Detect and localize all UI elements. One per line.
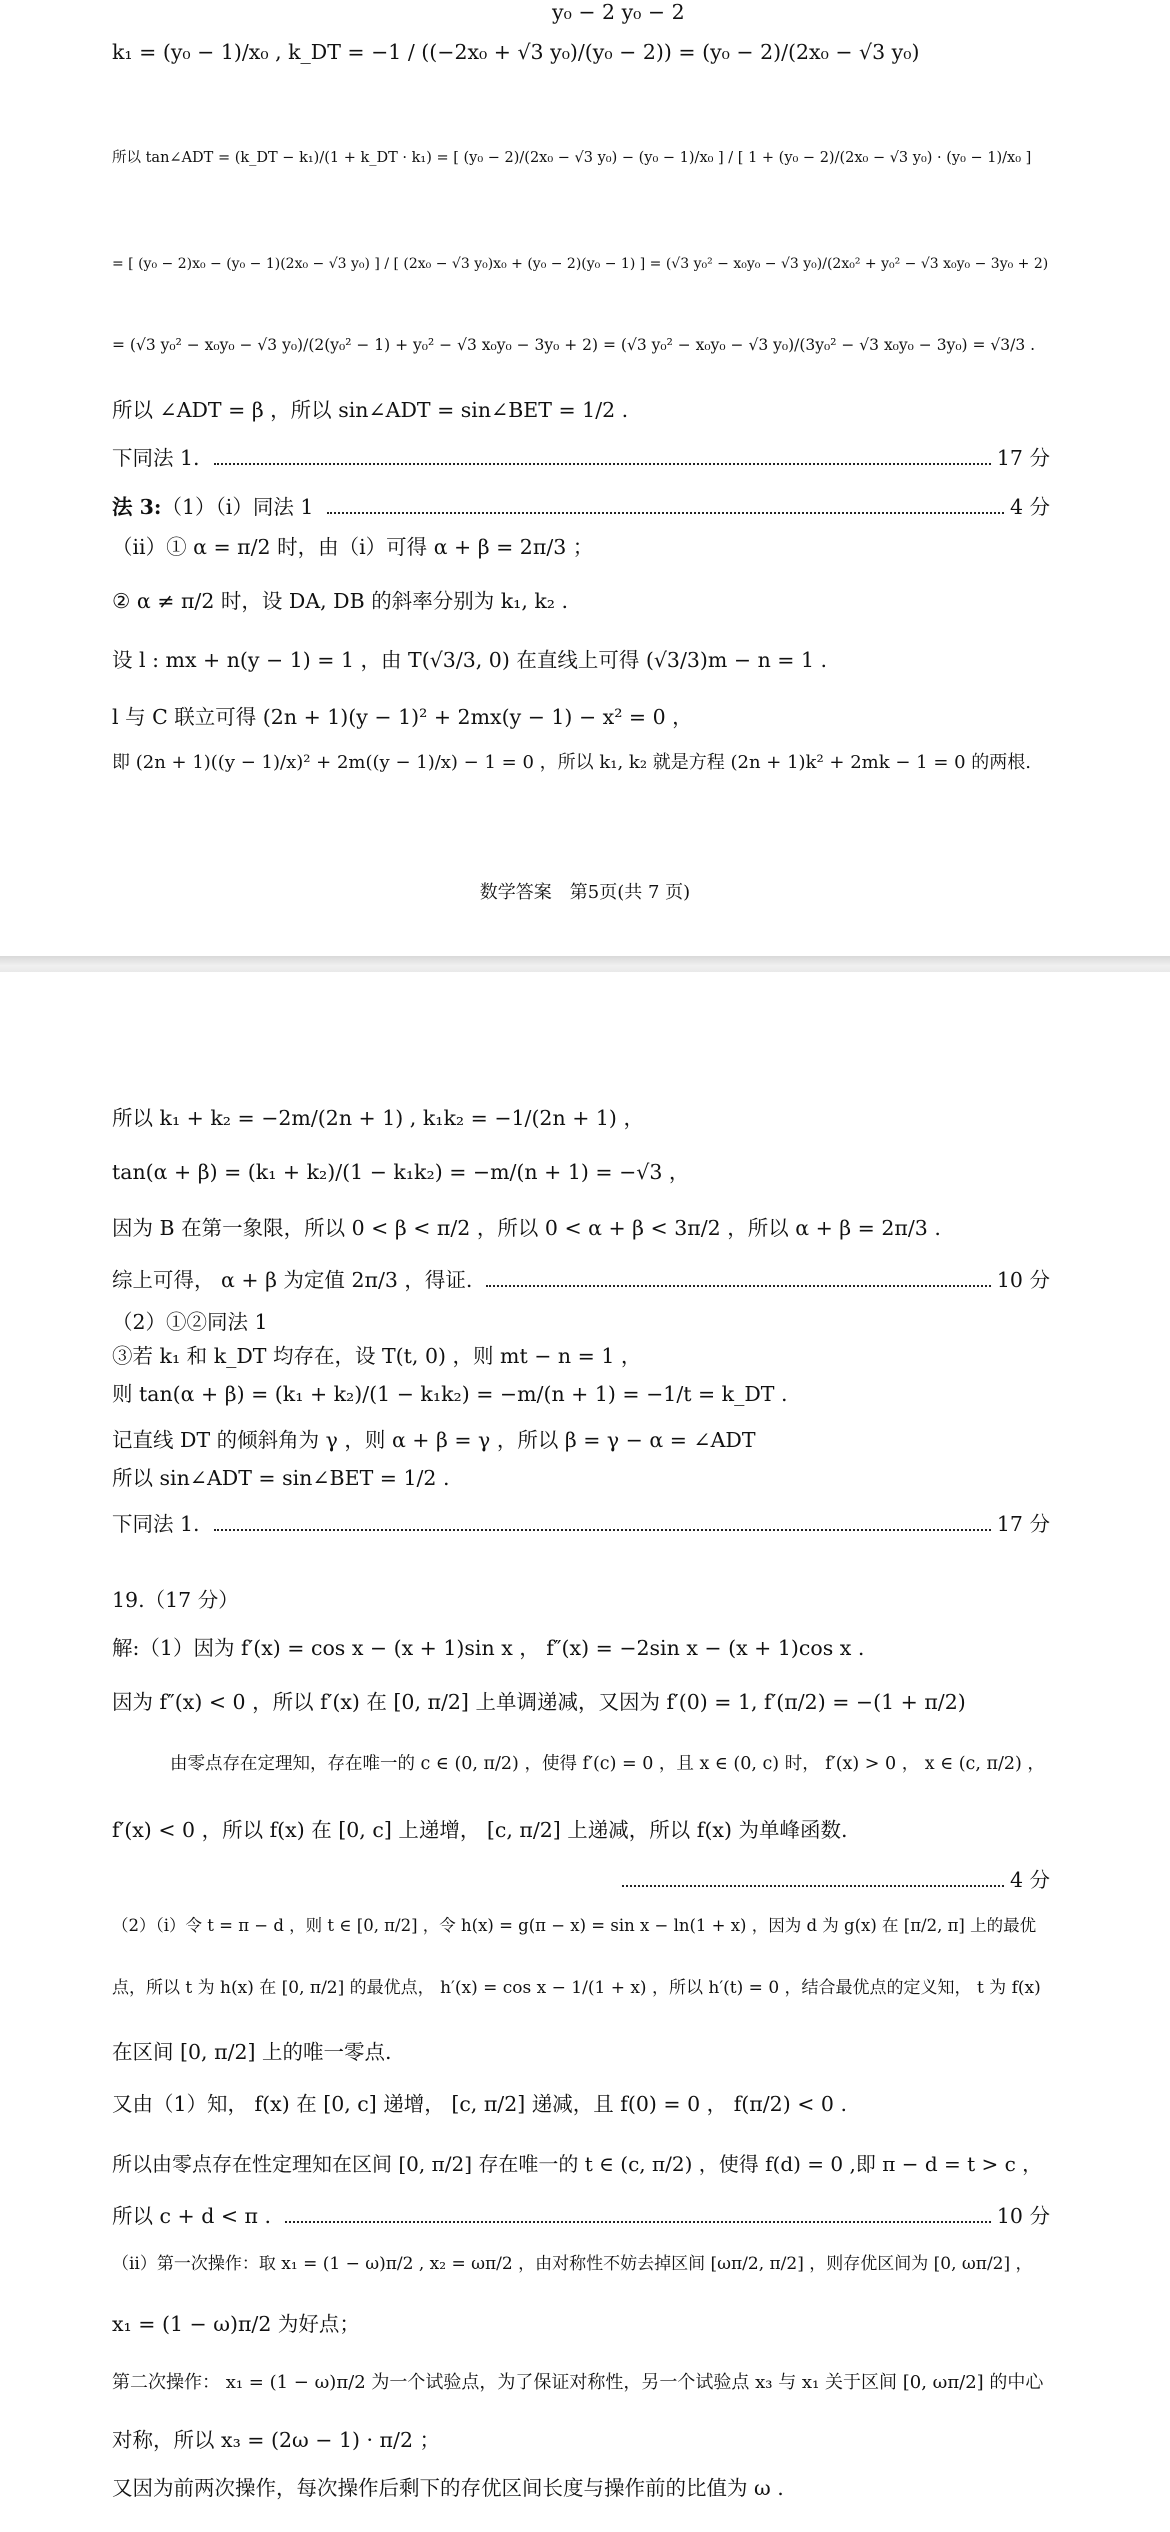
points-label: 4 分: [1009, 1868, 1050, 1892]
points-label: 10 分: [996, 1268, 1050, 1292]
zero-existence-line: 所以由零点存在性定理知在区间 [0, π/2] 存在唯一的 t ∈ (c, π/2) ，使得 f(d) = 0 ,即 π − d = t > c ，: [112, 2152, 1043, 2176]
zero-theorem-line: 由零点存在定理知，存在唯一的 c ∈ (0, π/2) ，使得 f′(c) = 0 ，且 x ∈ (0, c) 时， f′(x) > 0 ， x ∈ (c, π/2) ，: [170, 1754, 1045, 1774]
optimal-point-line: 点，所以 t 为 h(x) 在 [0, π/2] 的最优点， h′(x) = cos x − 1/(1 + x) ，所以 h′(t) = 0 ，结合最优点的定义知， t 为 f(x): [112, 1978, 1041, 1998]
tan-adt-line: 所以 tan∠ADT = (k_DT − k₁)/(1 + k_DT · k₁) = [ (y₀ − 2)/(2x₀ − √3 y₀) − (y₀ − 1)/x₀ ] / [ 1 + (y₀ − 2)/(2x₀ − √3 y₀) · (y₀ − 1)/x₀ ]: [112, 150, 1032, 166]
first-operation-line: （ii）第一次操作：取 x₁ = (1 − ω)π/2 , x₂ = ωπ/2 ，由对称性不妨去掉区间 [ωπ/2, π/2] ，则存优区间为 [0, ωπ/2] ，: [112, 2254, 1033, 2274]
case-3-line: ③若 k₁ 和 k_DT 均存在，设 T(t, 0) ，则 mt − n = 1 ，: [112, 1344, 642, 1368]
system-line: l 与 C 联立可得 (2n + 1)(y − 1)² + 2mx(y − 1) − x² = 0 ，: [112, 705, 693, 729]
score-line: [622, 1868, 1050, 1893]
conclusion-line: 综上可得， α + β 为定值 2π/3 ，得证. 10 分: [112, 1268, 1050, 1292]
quadrant-line: 因为 B 在第一象限，所以 0 < β < π/2 ，所以 0 < α + β < 3π/2 ，所以 α + β = 2π/3 .: [112, 1216, 941, 1240]
unique-zero-line: 在区间 [0, π/2] 上的唯一零点.: [112, 2040, 392, 2064]
question-19-heading: 19.（17 分）: [112, 1588, 239, 1612]
fragment-line: y₀ − 2 y₀ − 2: [552, 0, 685, 24]
page-5: [0, 0, 1170, 956]
monotonic-line: 因为 f″(x) < 0 ，所以 f′(x) 在 [0, π/2] 上单调递减，又因为 f′(0) = 1, f′(π/2) = −(1 + π/2): [112, 1690, 966, 1714]
part-2-line: （2）①②同法 1: [112, 1310, 268, 1334]
points-label: 17 分: [996, 1512, 1050, 1536]
part-2i-line: （2）（i）令 t = π − d ，则 t ∈ [0, π/2] ，令 h(x) = g(π − x) = sin x − ln(1 + x) ，因为 d 为 g(x) 在 [π/2, π] 上的最优: [112, 1916, 1037, 1935]
quadratic-line: 即 (2n + 1)((y − 1)/x)² + 2m((y − 1)/x) − 1 = 0 ，所以 k₁, k₂ 就是方程 (2n + 1)k² + 2mk − 1 = 0 的两根.: [112, 752, 1032, 773]
angle-conclusion-line: 所以 ∠ADT = β ，所以 sin∠ADT = sin∠BET = 1/2 .: [112, 398, 629, 422]
sin-line: 所以 sin∠ADT = sin∠BET = 1/2 .: [112, 1466, 450, 1490]
score-line: 下同法 1. 17 分: [112, 1512, 1050, 1536]
method-3-line: 法 3:（1）（i）同法 1 4 分: [112, 495, 1050, 519]
points-label: 4 分: [1009, 495, 1050, 519]
page-footer: 数学答案 第5页(共 7 页): [479, 882, 691, 903]
expansion-line-2: = (√3 y₀² − x₀y₀ − √3 y₀)/(2(y₀² − 1) + y₀² − √3 x₀y₀ − 3y₀ + 2) = (√3 y₀² − x₀y₀ − √3 y₀)/(3y₀² − √3 x₀y₀ − 3y₀) = √3/3 .: [112, 336, 1036, 354]
case-2-line: ② α ≠ π/2 时，设 DA, DB 的斜率分别为 k₁, k₂ .: [112, 589, 569, 613]
page-separator: [0, 956, 1170, 972]
ratio-line: 又因为前两次操作，每次操作后剩下的存优区间长度与操作前的比值为 ω .: [112, 2476, 784, 2500]
score-line: 所以 c + d < π . 10 分: [112, 2204, 1050, 2228]
second-operation-line: 第二次操作： x₁ = (1 − ω)π/2 为一个试验点，为了保证对称性，另一个试验点 x₃ 与 x₁ 关于区间 [0, ωπ/2] 的中心: [112, 2372, 1044, 2393]
symmetry-line: 对称，所以 x₃ = (2ω − 1) · π/2 ；: [112, 2428, 440, 2452]
vieta-line: 所以 k₁ + k₂ = −2m/(2n + 1) , k₁k₂ = −1/(2n + 1) ，: [112, 1106, 644, 1130]
expansion-line-1: = [ (y₀ − 2)x₀ − (y₀ − 1)(2x₀ − √3 y₀) ] / [ (2x₀ − √3 y₀)x₀ + (y₀ − 2)(y₀ − 1) ] = (√3 y₀² − x₀y₀ − √3 y₀)/(2x₀² + y₀² − √3 x₀y₀ − 3y₀ + 2): [112, 256, 1049, 272]
points-label: 17 分: [996, 446, 1050, 470]
good-point-line: x₁ = (1 − ω)π/2 为好点；: [112, 2312, 360, 2336]
page-6: [0, 972, 1170, 2532]
unimodal-line: f′(x) < 0 ，所以 f(x) 在 [0, c] 上递增， [c, π/2] 上递减，所以 f(x) 为单峰函数.: [112, 1818, 848, 1842]
tan-kdt-line: 则 tan(α + β) = (k₁ + k₂)/(1 − k₁k₂) = −m/(n + 1) = −1/t = k_DT .: [112, 1382, 788, 1406]
points-label: 10 分: [996, 2204, 1050, 2228]
line-setup-line: 设 l : mx + n(y − 1) = 1 ，由 T(√3/3, 0) 在直线上可得 (√3/3)m − n = 1 .: [112, 648, 828, 672]
tan-sum-line: tan(α + β) = (k₁ + k₂)/(1 − k₁k₂) = −m/(n + 1) = −√3 ，: [112, 1160, 690, 1184]
score-line: 下同法 1. 17 分: [112, 446, 1050, 470]
slope-line: k₁ = (y₀ − 1)/x₀ , k_DT = −1 / ((−2x₀ + √3 y₀)/(y₀ − 2)) = (y₀ − 2)/(2x₀ − √3 y₀): [112, 40, 920, 64]
derivative-line: 解:（1）因为 f′(x) = cos x − (x + 1)sin x ， f″(x) = −2sin x − (x + 1)cos x .: [112, 1636, 865, 1660]
recall-line: 又由（1）知， f(x) 在 [0, c] 递增， [c, π/2] 递减，且 f(0) = 0 ， f(π/2) < 0 .: [112, 2092, 847, 2116]
case-1-line: （ii）① α = π/2 时，由（i）可得 α + β = 2π/3 ；: [112, 535, 594, 559]
gamma-line: 记直线 DT 的倾斜角为 γ ，则 α + β = γ ，所以 β = γ − α = ∠ADT: [112, 1428, 756, 1452]
